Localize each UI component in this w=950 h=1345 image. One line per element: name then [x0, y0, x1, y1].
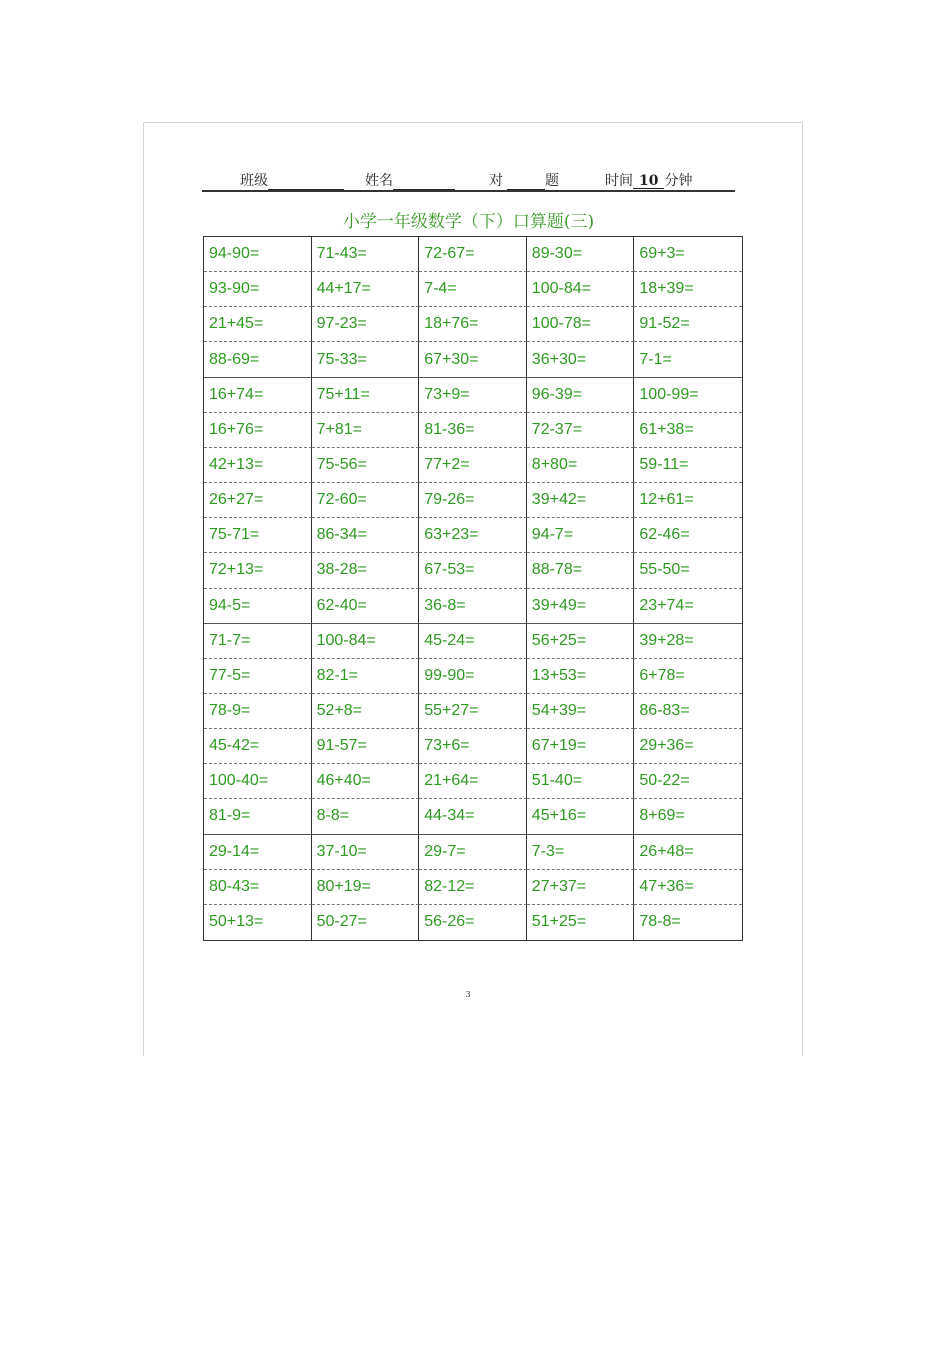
problem-cell: 59-11=	[634, 448, 742, 483]
problem-cell: 67-53=	[419, 553, 527, 588]
problem-cell: 8+80=	[527, 448, 635, 483]
problem-cell: 62-40=	[312, 589, 420, 624]
problem-cell: 78-8=	[639, 913, 681, 931]
problem-cell: 75-56=	[312, 448, 420, 483]
problem-cell: 47+36=	[634, 870, 742, 905]
problem-cell: 36-8=	[419, 589, 527, 624]
problem-cell: 99-90=	[419, 659, 527, 694]
problem-cell: 91-52=	[634, 307, 742, 342]
problem-cell: 75-71=	[204, 518, 312, 553]
problem-cell: 56-26=	[419, 905, 527, 940]
problem-cell: 29-14=	[204, 835, 312, 870]
problem-cell: 94-5=	[204, 589, 312, 624]
class-field	[240, 170, 344, 190]
problem-cell: 96-39=	[527, 378, 635, 413]
problem-cell: 91-57=	[312, 729, 420, 764]
problem-cell: 77-5=	[204, 659, 312, 694]
problem-cell: 73+6=	[419, 729, 527, 764]
problem-cell: 27+37=	[527, 870, 635, 905]
problem-cell: 63+23=	[419, 518, 527, 553]
problem-cell: 100-78=	[527, 307, 635, 342]
problem-cell: 26+27=	[204, 483, 312, 518]
problem-cell: 67+19=	[527, 729, 635, 764]
problem-cell: 29+36=	[634, 729, 742, 764]
problem-cell: 80-43=	[204, 870, 312, 905]
problem-cell: 38-28=	[312, 553, 420, 588]
problem-cell: 72-67=	[419, 237, 527, 272]
problem-cell: 7+81=	[312, 413, 420, 448]
problem-cell: 46+40=	[312, 764, 420, 799]
problem-cell: 82-1=	[312, 659, 420, 694]
minutes-label: 分钟	[664, 173, 693, 189]
problem-cell: 18+39=	[634, 272, 742, 307]
problem-cell: 23+74=	[634, 589, 742, 624]
problem-cell: 56+25=	[527, 624, 635, 659]
problem-cell: 72-60=	[312, 483, 420, 518]
problem-cell: 81-9=	[204, 799, 312, 834]
problem-cell: 75+11=	[312, 378, 420, 413]
problem-cell: 42+13=	[204, 448, 312, 483]
questions-label: 题	[545, 173, 559, 189]
problem-cell: 86-34=	[312, 518, 420, 553]
problem-cell: 45+16=	[527, 799, 635, 834]
problem-cell: 72-37=	[527, 413, 635, 448]
problem-cell: 77+2=	[419, 448, 527, 483]
problem-cell: 8-8=	[312, 799, 420, 834]
problem-cell: 12+61=	[634, 483, 742, 518]
score-blank[interactable]	[507, 175, 545, 190]
problem-cell: 72+13=	[204, 553, 312, 588]
time-label: 时间	[605, 173, 633, 189]
problem-cell: 50-22=	[634, 764, 742, 799]
problem-cell: 82-12=	[419, 870, 527, 905]
problem-cell: 93-90=	[204, 272, 312, 307]
problem-cell: 54+39=	[527, 694, 635, 729]
problem-cell: 51-40=	[527, 764, 635, 799]
page-number: 3	[465, 990, 471, 999]
name-label: 姓名	[365, 173, 393, 189]
worksheet-header	[202, 166, 735, 192]
problem-cell: 13+53=	[527, 659, 635, 694]
class-blank[interactable]	[268, 175, 344, 190]
problem-cell: 55+27=	[419, 694, 527, 729]
problem-cell: 52+8=	[312, 694, 420, 729]
problem-cell: 29-7=	[419, 835, 527, 870]
problem-cell: 97-23=	[312, 307, 420, 342]
problem-cell: 36+30=	[527, 342, 635, 377]
score-field	[489, 170, 559, 190]
problem-cell: 37-10=	[312, 835, 420, 870]
problem-cell: 80+19=	[312, 870, 420, 905]
problem-cell: 86-83=	[634, 694, 742, 729]
problem-cell: 75-33=	[312, 342, 420, 377]
problem-cell: 71-43=	[312, 237, 420, 272]
problem-cell: 88-69=	[204, 342, 312, 377]
problem-cell: 94-7=	[527, 518, 635, 553]
problem-cell: 73+9=	[419, 378, 527, 413]
problem-cell: 100-99=	[634, 378, 742, 413]
problem-cell: 8+69=	[634, 799, 742, 834]
problem-cell: 18+76=	[419, 307, 527, 342]
problem-cell: 45-42=	[204, 729, 312, 764]
problem-cell: 71-7=	[204, 624, 312, 659]
problem-cell: 16+76=	[204, 413, 312, 448]
problem-cell: 44+17=	[312, 272, 420, 307]
name-field	[365, 170, 455, 190]
problem-cell: 7-3=	[527, 835, 635, 870]
problem-cell: 67+30=	[419, 342, 527, 377]
problem-cell: 44-34=	[419, 799, 527, 834]
problem-cell: 100-84=	[312, 624, 420, 659]
problem-cell: 61+38=	[634, 413, 742, 448]
problem-cell: 6+78=	[634, 659, 742, 694]
problem-cell: 39+49=	[527, 589, 635, 624]
problem-cell: 78-9=	[204, 694, 312, 729]
problem-cell: 16+74=	[204, 378, 312, 413]
problem-cell: 7-4=	[419, 272, 527, 307]
problem-grid	[203, 236, 743, 941]
problem-cell: 21+64=	[419, 764, 527, 799]
problem-cell: 51+25=	[527, 905, 635, 940]
correct-label: 对	[489, 173, 503, 189]
problem-cell: 94-90=	[204, 237, 312, 272]
class-label: 班级	[240, 173, 268, 189]
time-value: 10	[633, 174, 664, 189]
problem-cell: 45-24=	[419, 624, 527, 659]
problem-cell: 26+48=	[634, 835, 742, 870]
problem-cell: 21+45=	[204, 307, 312, 342]
problem-cell: 55-50=	[634, 553, 742, 588]
worksheet-title: 小学一年级数学（下）口算题(三)	[342, 212, 595, 232]
problem-cell: 88-78=	[527, 553, 635, 588]
problem-cell: 81-36=	[419, 413, 527, 448]
problem-cell: 50+13=	[204, 905, 312, 940]
problem-cell: 100-84=	[527, 272, 635, 307]
problem-cell: 62-46=	[634, 518, 742, 553]
problem-cell: 100-40=	[204, 764, 312, 799]
problem-cell: 39+42=	[527, 483, 635, 518]
problem-cell: 50-27=	[312, 905, 420, 940]
problem-cell: 69+3=	[634, 237, 742, 272]
problem-cell: 7-1=	[634, 342, 742, 377]
problem-cell: 89-30=	[527, 237, 635, 272]
problem-cell: 79-26=	[419, 483, 527, 518]
name-blank[interactable]	[393, 175, 455, 190]
time-field	[605, 170, 692, 190]
problem-cell: 39+28=	[634, 624, 742, 659]
